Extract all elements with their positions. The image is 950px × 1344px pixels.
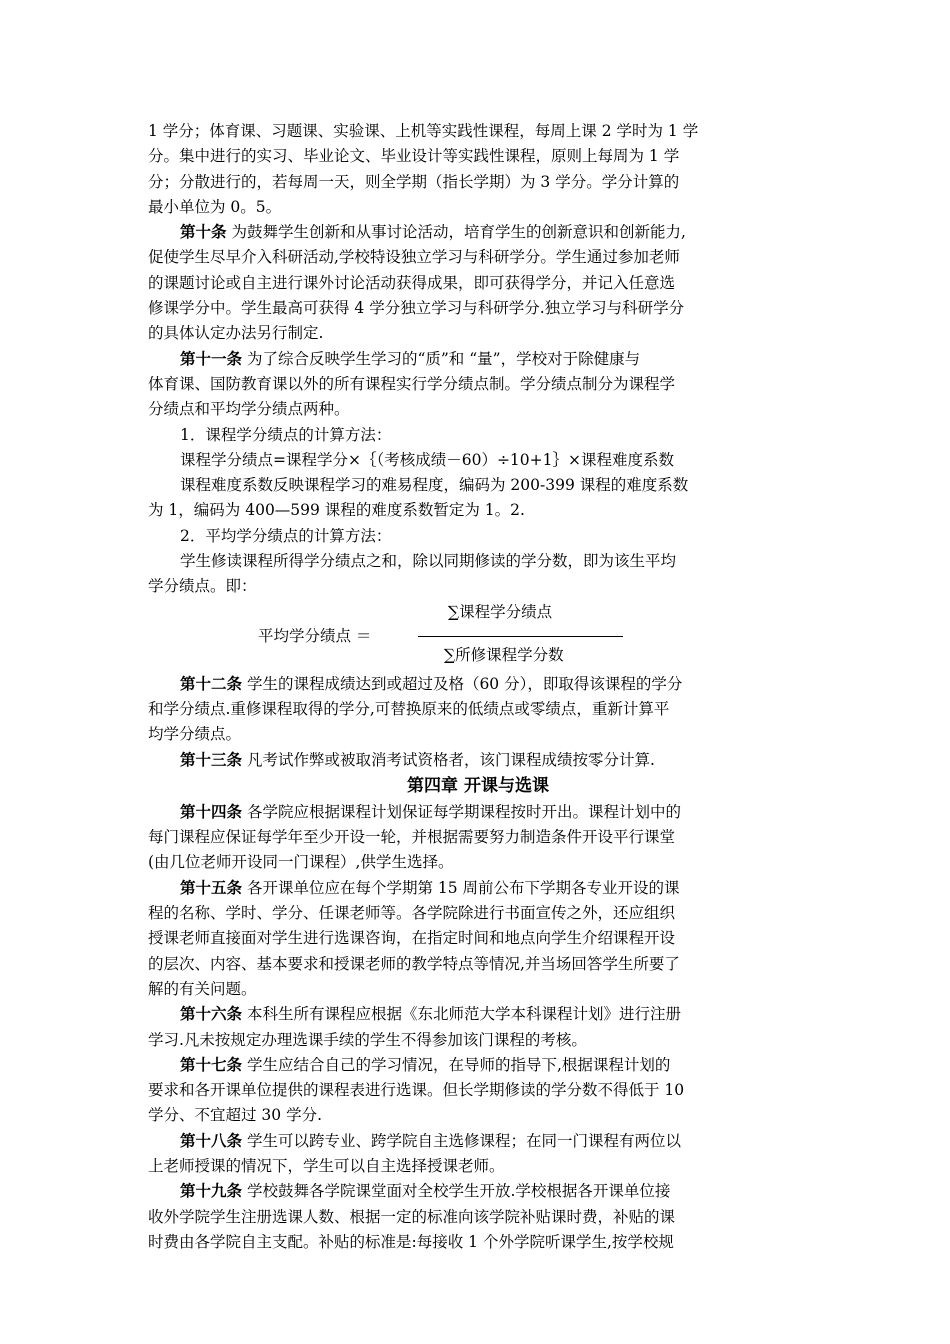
text-line: 促使学生尽早介入科研活动,学校特设独立学习与科研学分。学生通过参加老师 (148, 248, 680, 267)
text-line: 学分、不宜超过 30 学分. (148, 1106, 323, 1125)
article-title: 第十六条 (180, 1005, 243, 1024)
average-gpa-formula (148, 600, 808, 672)
formula-lhs: 平均学分绩点 ＝ (258, 626, 372, 645)
text-line: 上老师授课的情况下，学生可以自主选择授课老师。 (148, 1156, 505, 1175)
text-line: 本科生所有课程应根据《东北师范大学本科课程计划》进行注册 (242, 1005, 681, 1024)
text-line: 解的有关问题。 (148, 979, 257, 998)
text-line: 授课老师直接面对学生进行选课咨询，在指定时间和地点向学生介绍课程开设 (148, 929, 676, 948)
text-line: 修课学分中。学生最高可获得 4 学分独立学习与科研学分.独立学习与科研学分 (148, 299, 685, 318)
article-title: 第十九条 (180, 1182, 243, 1201)
text-line: 学习.凡未按规定办理选课手续的学生不得参加该门课程的考核。 (148, 1030, 587, 1049)
article-15 (148, 876, 808, 1002)
text-line: 1 学分；体育课、习题课、实验课、上机等实践性课程，每周上课 2 学时为 1 学 (148, 122, 699, 140)
article-19 (148, 1179, 808, 1255)
text-line: 分绩点和平均学分绩点两种。 (148, 400, 350, 419)
text-line: 为 1，编码为 400—599 课程的难度系数暂定为 1。2. (148, 501, 525, 520)
text-line: 体育课、国防教育课以外的所有课程实行学分绩点制。学分绩点制分为课程学 (148, 374, 676, 393)
article-title: 第十三条 (180, 750, 243, 769)
formula-numerator: ∑课程学分绩点 (448, 602, 553, 621)
text-line: 均学分绩点。 (148, 725, 242, 744)
text-line: 学生可以跨专业、跨学院自主选修课程；在同一门课程有两位以 (242, 1131, 681, 1150)
article-title: 第十四条 (180, 802, 243, 821)
article-16 (148, 1002, 808, 1053)
article-title: 第十条 (180, 223, 227, 242)
text-line: 最小单位为 0。5。 (148, 197, 282, 216)
article-title: 第十一条 (180, 349, 243, 368)
article-14 (148, 800, 808, 876)
text-line: (由几位老师开设同一门课程）,供学生选择。 (148, 853, 454, 872)
text-line: 为鼓舞学生创新和从事讨论活动，培育学生的创新意识和创新能力, (226, 223, 686, 242)
text-line: 凡考试作弊或被取消考试资格者，该门课程成绩按零分计算. (242, 750, 655, 769)
text-line: 程的名称、学时、学分、任课老师等。各学院除进行书面宣传之外，还应组织 (148, 904, 676, 923)
course-gpa-formula: 课程学分绩点=课程学分×｛（考核成绩－60）÷10+1｝×课程难度系数 (180, 450, 674, 469)
text-line: 分。集中进行的实习、毕业论文、毕业设计等实践性课程，原则上每周为 1 学 (148, 147, 680, 166)
formula-denominator: ∑所修课程学分数 (444, 645, 564, 664)
text-line: 和学分绩点.重修课程取得的学分,可替换原来的低绩点或零绩点，重新计算平 (148, 699, 670, 718)
text-line: 要求和各开课单位提供的课程表进行选课。但长学期修读的学分数不得低于 10 (148, 1081, 685, 1100)
article-title: 第十八条 (180, 1131, 243, 1150)
text-line: 各学院应根据课程计划保证每学期课程按时开出。课程计划中的 (242, 802, 681, 821)
article-title: 第十二条 (180, 674, 243, 693)
chapter-heading: 第四章 开课与选课 (407, 775, 549, 796)
gpa-section (148, 423, 808, 672)
article-12 (148, 672, 808, 748)
text-line: 分；分散进行的，若每周一天，则全学期（指长学期）为 3 学分。学分计算的 (148, 172, 680, 191)
article-18 (148, 1129, 808, 1180)
text-line: 收外学院学生注册选课人数、根据一定的标准向该学院补贴课时费，补贴的课 (148, 1207, 676, 1226)
text-line: 每门课程应保证每学年至少开设一轮，并根据需要努力制造条件开设平行课堂 (148, 828, 676, 847)
text-line: 各开课单位应在每个学期第 15 周前公布下学期各专业开设的课 (242, 878, 680, 897)
text-line: 学生的课程成绩达到或超过及格（60 分），即取得该课程的学分 (242, 674, 683, 693)
text-line: 时费由各学院自主支配。补贴的标准是:每接收 1 个外学院听课学生,按学校规 (148, 1232, 674, 1251)
text-line: 学分绩点。即： (148, 577, 257, 596)
article-11 (148, 347, 808, 423)
item-title: 1．课程学分绩点的计算方法： (180, 425, 392, 444)
item-title: 2．平均学分绩点的计算方法： (180, 526, 392, 545)
fraction-bar (418, 636, 623, 637)
text-line: 学校鼓舞各学院课堂面对全校学生开放.学校根据各开课单位接 (242, 1182, 671, 1201)
article-13 (148, 748, 808, 773)
article-17 (148, 1053, 808, 1129)
article-10 (148, 220, 808, 346)
text-line: 课程难度系数反映课程学习的难易程度，编码为 200-399 课程的难度系数 (180, 476, 689, 495)
article-title: 第十五条 (180, 878, 243, 897)
text-line: 的具体认定办法另行制定. (148, 324, 324, 343)
text-line: 的课题讨论或自主进行课外讨论活动获得成果，即可获得学分，并记入任意选 (148, 273, 676, 292)
text-line: 为了综合反映学生学习的“质”和 “量”，学校对于除健康与 (242, 349, 641, 368)
text-line: 学生修读课程所得学分绩点之和，除以同期修读的学分数，即为该生平均 (180, 552, 677, 571)
document-page (148, 119, 808, 1255)
article-title: 第十七条 (180, 1055, 243, 1074)
continuation-paragraph (148, 119, 808, 220)
text-line: 的层次、内容、基本要求和授课老师的教学特点等情况,并当场回答学生所要了 (148, 954, 680, 973)
text-line: 学生应结合自己的学习情况，在导师的指导下,根据课程计划的 (242, 1055, 671, 1074)
